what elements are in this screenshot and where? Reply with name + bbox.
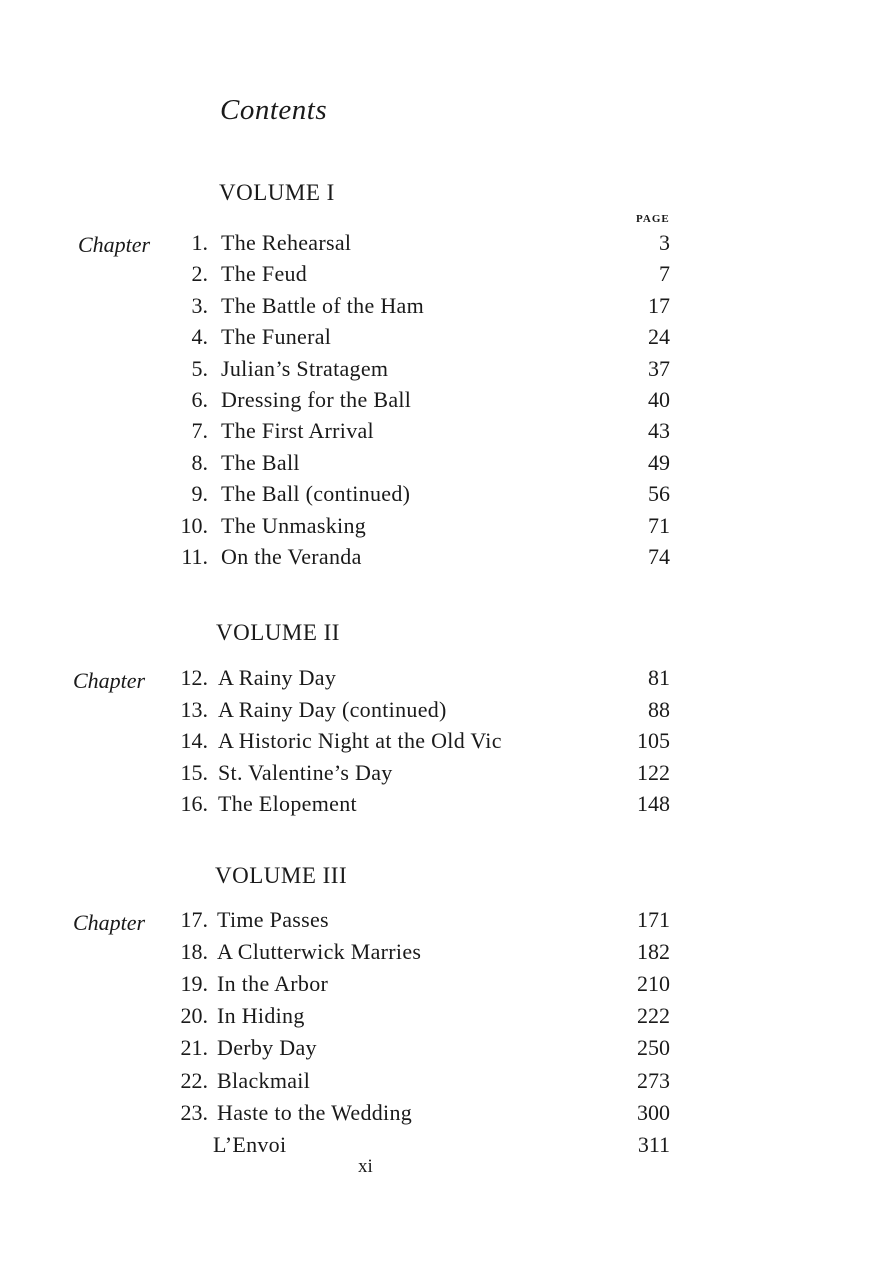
chapter-number: 1. bbox=[191, 230, 208, 255]
chapter-title: A Clutterwick Marries bbox=[217, 939, 422, 965]
chapter-title: St. Valentine’s Day bbox=[218, 759, 393, 785]
toc-entry bbox=[0, 230, 877, 262]
chapter-number: 21. bbox=[180, 1035, 208, 1061]
page-number: 122 bbox=[637, 759, 670, 785]
chapter-label: Chapter bbox=[78, 232, 151, 257]
toc-entry bbox=[0, 791, 877, 823]
toc-entry bbox=[0, 261, 877, 293]
chapter-number: 8. bbox=[191, 449, 208, 475]
toc-entry bbox=[0, 418, 877, 450]
page-number: 24 bbox=[648, 324, 670, 350]
page-number: 148 bbox=[637, 791, 670, 816]
chapter-label: Chapter bbox=[73, 668, 146, 693]
chapter-number: 4. bbox=[191, 324, 208, 350]
page-number: 3 bbox=[659, 230, 670, 255]
chapter-title: The Feud bbox=[221, 261, 308, 287]
chapter-number: 13. bbox=[180, 696, 208, 722]
chapter-title: In the Arbor bbox=[217, 971, 329, 997]
volume-heading: VOLUME II bbox=[216, 620, 340, 645]
chapter-title: Dressing for the Ball bbox=[221, 387, 412, 412]
chapter-title: The Elopement bbox=[218, 791, 357, 816]
page-number: 71 bbox=[648, 512, 670, 538]
chapter-title: The Funeral bbox=[221, 324, 332, 350]
page-number: 182 bbox=[637, 939, 670, 965]
chapter-title: The Ball (continued) bbox=[221, 481, 411, 507]
page-column-label: PAGE bbox=[636, 213, 670, 225]
chapter-title: The Battle of the Ham bbox=[221, 292, 425, 318]
chapter-number: 10. bbox=[180, 512, 208, 538]
chapter-number: 3. bbox=[191, 292, 208, 318]
chapter-title: The Unmasking bbox=[221, 512, 367, 538]
chapter-title: On the Veranda bbox=[221, 544, 362, 569]
page-number: 56 bbox=[648, 481, 670, 507]
toc-entry bbox=[0, 760, 877, 792]
page-number: 105 bbox=[637, 728, 670, 753]
toc-entry bbox=[0, 450, 877, 482]
chapter-number: 18. bbox=[180, 939, 208, 965]
page-number: 81 bbox=[648, 665, 670, 690]
chapter-label: Chapter bbox=[73, 910, 146, 935]
toc-entry bbox=[0, 513, 877, 545]
chapter-title: The First Arrival bbox=[221, 418, 374, 444]
toc-entry bbox=[0, 1003, 877, 1035]
page-number: 37 bbox=[648, 355, 670, 381]
chapter-title: A Rainy Day (continued) bbox=[218, 696, 447, 722]
toc-entry bbox=[0, 1068, 877, 1100]
chapter-number: 22. bbox=[180, 1067, 208, 1093]
chapter-number: 2. bbox=[191, 261, 208, 287]
toc-entry bbox=[0, 481, 877, 513]
chapter-number: 20. bbox=[180, 1003, 208, 1029]
chapter-title: L’Envoi bbox=[213, 1131, 287, 1157]
page-number: 17 bbox=[648, 292, 670, 318]
chapter-title: Derby Day bbox=[217, 1035, 317, 1061]
toc-entry bbox=[0, 293, 877, 325]
page-number: 40 bbox=[648, 387, 670, 412]
chapter-number: 15. bbox=[180, 759, 208, 785]
toc-entry bbox=[0, 1132, 877, 1164]
toc-entry bbox=[0, 387, 877, 419]
chapter-title: A Rainy Day bbox=[218, 665, 337, 690]
chapter-title: A Historic Night at the Old Vic bbox=[218, 728, 502, 753]
chapter-title: Blackmail bbox=[217, 1067, 311, 1093]
page-number: 88 bbox=[648, 696, 670, 722]
toc-entry bbox=[0, 971, 877, 1003]
chapter-title: In Hiding bbox=[217, 1003, 305, 1029]
chapter-number: 6. bbox=[191, 387, 208, 412]
toc-entry bbox=[0, 728, 877, 760]
toc-entry bbox=[0, 356, 877, 388]
chapter-number: 11. bbox=[181, 544, 208, 569]
page-number: 210 bbox=[637, 971, 670, 997]
chapter-title: Haste to the Wedding bbox=[217, 1099, 413, 1125]
page-number: 300 bbox=[637, 1099, 670, 1125]
page-number: 7 bbox=[659, 261, 670, 287]
volume-heading: VOLUME III bbox=[215, 863, 348, 888]
chapter-number: 19. bbox=[180, 971, 208, 997]
page-number: 171 bbox=[637, 907, 670, 932]
page-title: Contents bbox=[220, 94, 328, 126]
page-number: 250 bbox=[637, 1035, 670, 1061]
chapter-number: 5. bbox=[191, 355, 208, 381]
toc-entry bbox=[0, 665, 877, 697]
page-number: 74 bbox=[648, 544, 670, 569]
page-number: 43 bbox=[648, 418, 670, 444]
page-number: 273 bbox=[637, 1067, 670, 1093]
folio-number: xi bbox=[358, 1156, 373, 1177]
chapter-number: 17. bbox=[180, 907, 208, 932]
chapter-title: The Ball bbox=[221, 449, 300, 475]
toc-entry bbox=[0, 324, 877, 356]
toc-entry bbox=[0, 939, 877, 971]
chapter-title: Julian’s Stratagem bbox=[221, 355, 389, 381]
chapter-title: The Rehearsal bbox=[221, 230, 352, 255]
chapter-number: 9. bbox=[191, 481, 208, 507]
toc-entry bbox=[0, 1100, 877, 1132]
toc-entry bbox=[0, 907, 877, 939]
chapter-title: Time Passes bbox=[217, 907, 329, 932]
volume-heading: VOLUME I bbox=[219, 180, 335, 205]
chapter-number: 16. bbox=[180, 791, 208, 816]
page-number: 222 bbox=[637, 1003, 670, 1029]
page-number: 311 bbox=[637, 1131, 670, 1157]
toc-entry bbox=[0, 697, 877, 729]
toc-entry bbox=[0, 544, 877, 576]
page-number: 49 bbox=[648, 449, 670, 475]
toc-entry bbox=[0, 1035, 877, 1067]
chapter-number: 7. bbox=[191, 418, 208, 444]
chapter-number: 23. bbox=[180, 1099, 208, 1125]
chapter-number: 12. bbox=[180, 665, 208, 690]
chapter-number: 14. bbox=[180, 728, 208, 753]
